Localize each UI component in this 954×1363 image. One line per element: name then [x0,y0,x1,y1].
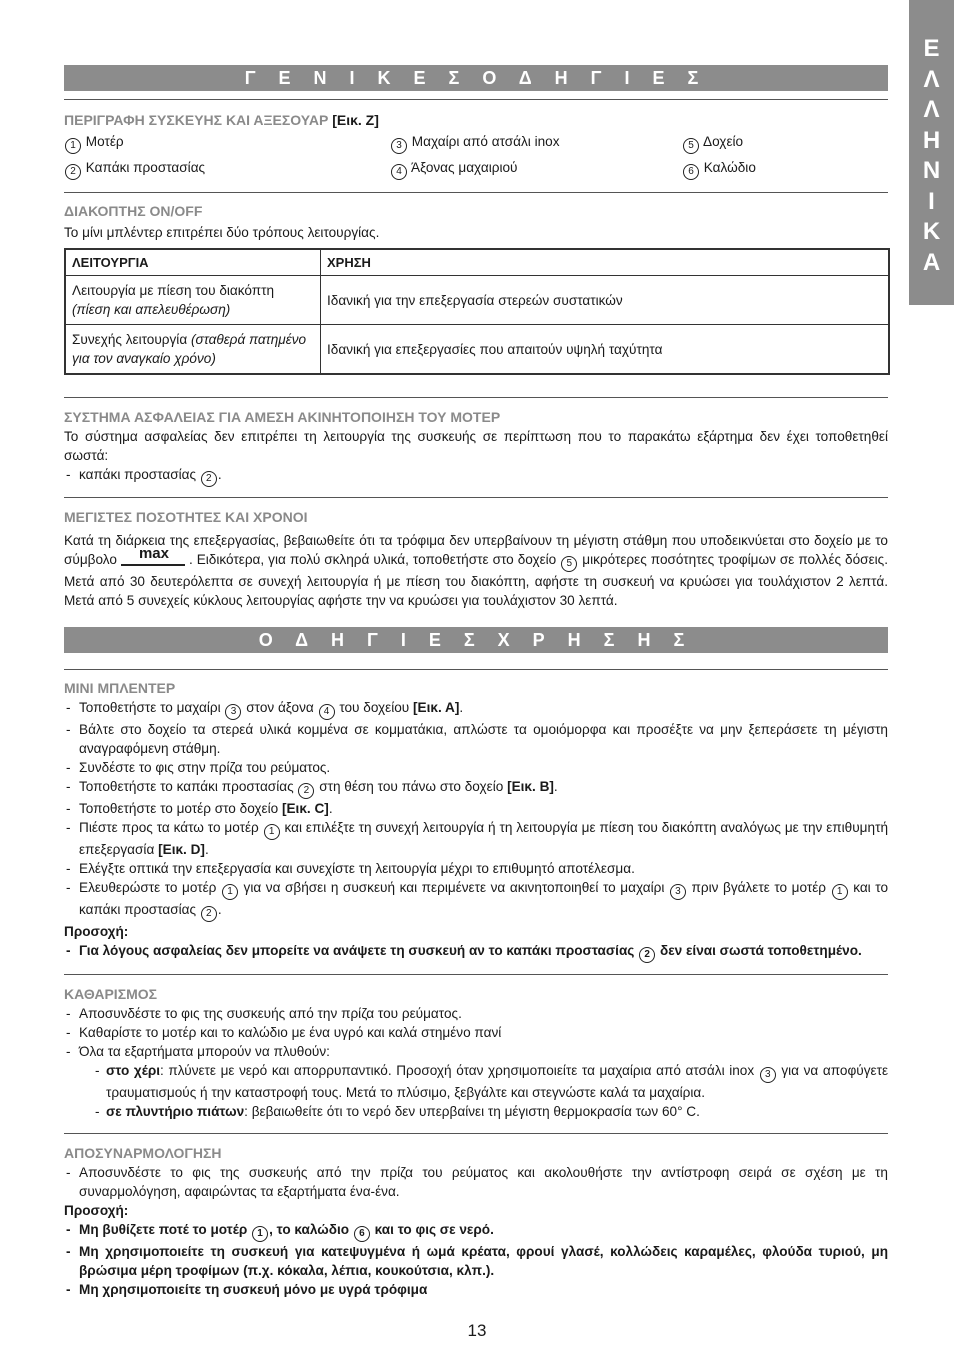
safety-title: ΣΥΣΤΗΜΑ ΑΣΦΑΛΕΙΑΣ ΓΙΑ ΑΜΕΣΗ ΑΚΙΝΗΤΟΠΟΙΗΣΗ ΤΟΥ ΜΟΤΕΡ [64,409,501,425]
part-item: 1 Μοτέρ [64,132,390,154]
list-item: - Αποσυνδέστε το φις της συσκευής από την πρίζα του ρεύματος και ακολουθήστε την αντίστροφη σειρά σε σχέση με τη συναρμολόγηση, αφαιρώντας τα εξαρτήματα ένα-ένα. [64,1163,888,1201]
wash-methods [79,1061,888,1121]
part-item: 2 Καπάκι προστασίας [64,158,390,180]
blender-title: ΜΙΝΙ ΜΠΛΕΝΤΕΡ [64,680,176,696]
page-content [64,65,888,1299]
language-letter: Κ [922,218,941,245]
part-item: 6 Καλώδιο [682,158,888,180]
page-number: 13 [467,1321,487,1340]
list-item: - Συνδέστε το φις στην πρίζα του ρεύματος. [64,758,888,777]
part-item: 5 Δοχείο [682,132,888,154]
disassembly-list [64,1163,888,1201]
language-letter: Ε [923,35,940,62]
language-letter: Ι [928,187,935,215]
list-item: - στο χέρι: πλύνετε με νερό και απορρυπαντικό. Προσοχή όταν χρησιμοποιείτε τα μαχαίρια από ατσάλι inox 3 για να αποφύγετε τραυματισμούς ή την καταστροφή τους. Μετά το πλύσιμο, ξεβγάλτε και στεγνώστε καλά τα μαχαίρια. [93,1061,888,1102]
table-header-mode: ΛΕΙΤΟΥΡΓΙΑ [65,249,321,276]
cleaning-title: ΚΑΘΑΡΙΣΜΟΣ [64,986,158,1002]
limits-title: ΜΕΓΙΣΤΕΣ ΠΟΣΟΤΗΤΕΣ ΚΑΙ ΧΡΟΝΟΙ [64,509,308,525]
table-header-use: ΧΡΗΣΗ [321,249,890,276]
list-item: - Αποσυνδέστε το φις της συσκευής από την πρίζα του ρεύματος. [64,1004,888,1023]
list-item: - Πιέστε προς τα κάτω το μοτέρ 1 και επιλέξτε τη συνεχή λειτουργία ή τη λειτουργία με πίεση του διακόπτη αναλόγως με την επιθυμητή επεξεργασία [Εικ. D]. [64,818,888,859]
cleaning-list [64,1004,888,1121]
language-letter: Α [922,248,941,276]
part-item: 3 Μαχαίρι από ατσάλι inox [390,132,682,154]
list-item: - Τοποθετήστε το μοτέρ στο δοχείο [Εικ. C]. [64,799,888,818]
list-item: - Όλα τα εξαρτήματα μπορούν να πλυθούν: - στο χέρι: πλύνετε με νερό και απορρυπαντικό. Προσοχή όταν χρησιμοποιείτε τα μαχαίρια από ατσάλι inox 3 για να αποφύγετε τραυματισμούς ή την καταστροφή τους. Μετά το πλύσιμο, ξεβγάλτε και στεγνώστε καλά τα μαχαίρια. - σε πλυντήριο πιάτων: βεβαιωθείτε ότι το νερό δεν υπερβαίνει τη μέγιστη θερμοκρασία των 60° C. [64,1042,888,1121]
list-item: - καπάκι προστασίας 2 . [64,465,888,487]
function-table [64,248,890,375]
list-item: - Για λόγους ασφαλείας δεν μπορείτε να ανάψετε τη συσκευή αν το καπάκι προστασίας 2 δεν είναι σωστά τοποθετημένο. [64,941,888,963]
caution-list [64,941,888,963]
description-title: ΠΕΡΙΓΡΑΦΗ ΣΥΣΚΕΥΗΣ ΚΑΙ ΑΞΕΣΟΥΑΡ [Εικ. Ζ] [64,112,379,128]
general-heading-bar [64,65,888,91]
switch-title: ΔΙΑΚΟΠΤΗΣ ΟΝ/OFF [64,203,203,219]
language-letter: Η [922,126,941,154]
list-item: - Ελευθερώστε το μοτέρ 1 για να σβήσει η συσκευή και περιμένετε να ακινητοποιηθεί το μαχαίρι 3 πριν βγάλετε το μοτέρ 1 και το καπάκι προστασίας 2 . [64,878,888,922]
limits-text: Κατά τη διάρκεια της επεξεργασίας, βεβαιωθείτε ότι τα τρόφιμα δεν υπερβαίνουν τη μέγιστη στάθμη που υποδεικνύεται στο δοχείο με το σύμβολο max . Ειδικότερα, για πολύ σκληρά υλικά, τοποθετήστε στο δοχείο 5 μικρότερες ποσότητες τροφίμων σε πολλές δόσεις. Μετά από 30 δευτερόλεπτα σε συνεχή λειτουργία ή με πίεση του διακόπτη, αφήστε τη συσκευή να κρυώσει για τουλάχιστον 2 λεπτά. Μετά από 5 συνεχείς κύκλους λειτουργίας αφήστε την να κρυώσει για τουλάχιστον 30 λεπτά. [64,533,888,608]
list-item: - Τοποθετήστε το καπάκι προστασίας 2 στη θέση του πάνω στο δοχείο [Εικ. Β]. [64,777,888,799]
caution-label: Προσοχή: [64,1203,129,1218]
language-tab [909,0,954,305]
table-row: Λειτουργία με πίεση του διακόπτη (πίεση και απελευθέρωση) Ιδανική για την επεξεργασία στερεών συστατικών [65,276,889,325]
usage-heading-bar [64,627,888,653]
safety-text: Το σύστημα ασφαλείας δεν επιτρέπει τη λειτουργία της συσκευής σε περίπτωση που το παρακάτω εξάρτημα δεν έχει τοποθετηθεί σωστά: [64,429,888,463]
list-item: - Μη βυθίζετε ποτέ το μοτέρ 1 , το καλώδιο 6 και το φις σε νερό. [64,1220,888,1242]
blender-steps [64,698,888,922]
language-letter: Λ [923,65,940,93]
switch-intro: Το μίνι μπλέντερ επιτρέπει δύο τρόπους λειτουργίας. [64,225,380,240]
disassembly-title: ΑΠΟΣΥΝΑΡΜΟΛΟΓΗΣΗ [64,1145,222,1161]
list-item: - Ελέγξτε οπτικά την επεξεργασία και συνεχίστε τη λειτουργία μέχρι το επιθυμητό αποτέλεσμα. [64,859,888,878]
list-item: - Μη χρησιμοποιείτε τη συσκευή για κατεψυγμένα ή ωμά κρέατα, φρουί γλασέ, κολλώδεις καραμέλες, φλούδα τυριού, μη βρώσιμα μέρη τροφίμων (π.χ. κόκαλα, λέπια, κουκούτσια, κλπ.). [64,1242,888,1280]
caution-label: Προσοχή: [64,924,129,939]
parts-list [64,132,888,180]
language-letter: Λ [923,96,940,123]
language-letter: Ν [922,157,941,184]
max-level-symbol: max [121,552,185,566]
list-item: - Καθαρίστε το μοτέρ και το καλώδιο με ένα υγρό και καλά στημένο πανί [64,1023,888,1042]
general-heading: Γ Ε Ν Ι Κ Ε Σ Ο Δ Η Γ Ι Ε Σ [244,67,708,88]
table-row: Συνεχής λειτουργία (σταθερά πατημένο για τον αναγκαίο χρόνο) Ιδανική για επεξεργασίες που απαιτούν υψηλή ταχύτητα [65,325,889,375]
usage-heading: Ο Δ Η Γ Ι Ε Σ Χ Ρ Η Σ Η Σ [258,629,694,650]
list-item: - Μη χρησιμοποιείτε τη συσκευή μόνο με υγρά τρόφιμα [64,1280,888,1299]
list-item: - Τοποθετήστε το μαχαίρι 3 στον άξονα 4 του δοχείου [Εικ. Α]. [64,698,888,720]
list-item: - σε πλυντήριο πιάτων: βεβαιωθείτε ότι το νερό δεν υπερβαίνει τη μέγιστη θερμοκρασία των 60° C. [93,1102,888,1121]
list-item: - Βάλτε στο δοχείο τα στερεά υλικά κομμένα σε κομματάκια, απλώστε τα ομοιόμορφα και προσέξτε να μην ξεπεράσετε τη μέγιστη αναγραφόμενη στάθμη. [64,720,888,758]
safety-list [64,465,888,487]
part-item: 4 Άξονας μαχαιριού [390,158,682,180]
warning-list [64,1220,888,1299]
